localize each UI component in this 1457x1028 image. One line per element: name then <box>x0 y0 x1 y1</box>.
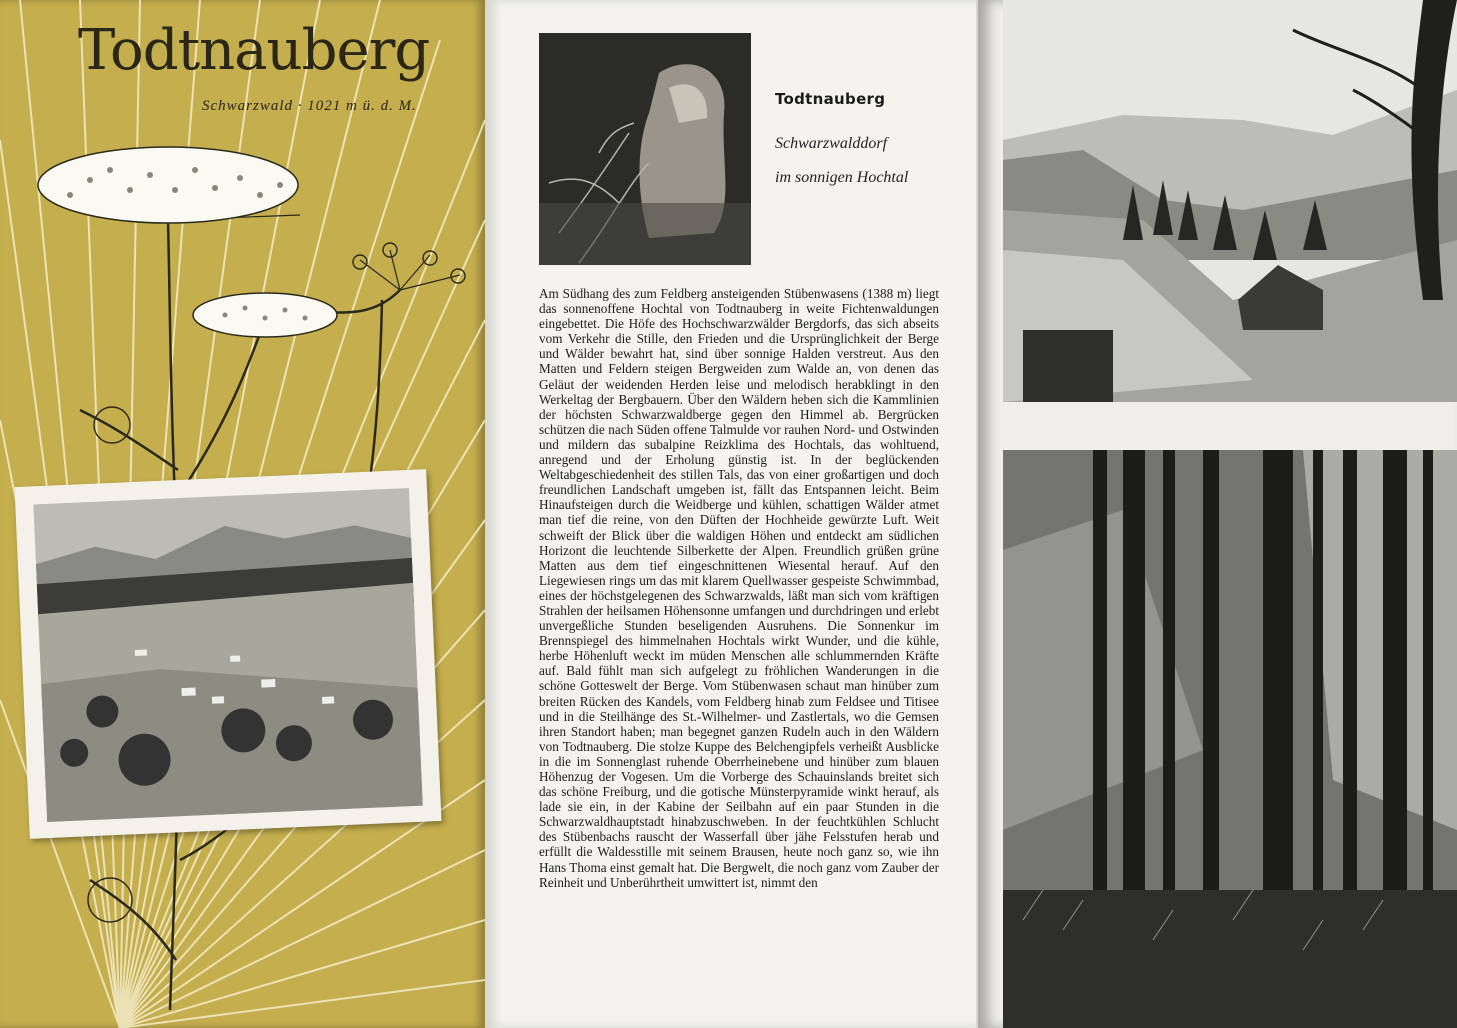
page-heading: Todtnauberg <box>775 90 886 108</box>
cover-title: Todtnauberg <box>78 18 430 83</box>
valley-farmhouse-photo <box>1003 0 1457 402</box>
page-subheading-line-1: Schwarzwalddorf <box>775 135 888 152</box>
sunlit-forest-photo <box>1003 450 1457 1028</box>
brochure-cover <box>0 0 485 1028</box>
cover-subtitle: Schwarzwald · 1021 m ü. d. M. <box>202 98 417 114</box>
rock-and-fern-photo <box>539 33 751 265</box>
page-subheading-line-2: im sonnigen Hochtal <box>775 169 909 186</box>
text-page <box>486 0 976 1028</box>
photo-page <box>978 0 1457 1028</box>
village-landscape-photo <box>33 488 423 822</box>
cover-photo-frame <box>15 469 442 839</box>
body-text: Am Südhang des zum Feldberg ansteigenden Stübenwasens (1388 m) liegt das sonnenoffene Hochtal von Todtnauberg in weite Fichtenwaldungen eingebettet. Die Höfe des Hochschwarzwälder Bergdorfs, das sich abseits vom Verkehr die Stille, den Frieden und die Ursprünglichkeit der Berge und Wälder bewahrt hat, sind über sonnige Halden verstreut. Aus den Matten und Feldern steigen Bergweiden zum Walde an, von denen das Geläut der weidenden Herden leise und melodisch herabklingt in den Werkeltag der Bergbauern. Über den Wäldern heben sich die Kammlinien der höchsten Schwarzwaldberge gegen den Himmel ab. Bergrücken schützen die nach Süden offene Talmulde vor rauhen Nord- und Ostwinden und mildern das subalpine Reizklima des Hochtals, das wohltuend, anregend und der Erholung günstig ist. In der beglückenden Weltabgeschiedenheit des stillen Tals, das von einer großartigen und doch freundlichen Landschaft umgeben ist, fällt das Entspannen leicht. Beim Hinaufsteigen durch die Weidberge und kühlen, schattigen Wälder atmet man tief die reine, von den Düften der Hochheide gewürzte Luft. Weit schweift der Blick über die waldigen Höhen und entdeckt am südlichen Horizont die leuchtende Silberkette der Alpen. Freundlich grüßen grüne Matten aus dem tief eingeschnittenen Wiesental herauf. Auf den Liegewiesen rings um das mit klarem Quellwasser gespeiste Schwimmbad, eines der höchstgelegenen des Schwarzwalds, läßt man sich vom kräftigen Strahlen der heilsamen Höhensonne umfangen und durchdringen und erlebt unvergeßliche Stunden beseligenden Ausruhens. Die Sonnenkur im Brennspiegel des himmelnahen Hochtals wirkt Wunder, und die kühle, herbe Höhenluft weckt im müden Menschen alle schlummernden Kräfte auf. Bald fühlt man sich aufgelegt zu fröhlichen Wanderungen in die schöne Gotteswelt der Berge. Vom Stübenwasen schaut man hinüber zum breiten Rücken des Kandels, vom Feldberg hinab zum Feldsee und Titisee und in die Steilhänge des St.-Wilhelmer- und Zastlertals, wo die Gemsen ihren Standort haben; man begegnet ganzen Rudeln auch in den Wäldern von Todtnauberg. Die stolze Kuppe des Belchengipfels verheißt Ausblicke in die im Sonnenglast ruhende Oberrheinebene und hinüber zum blauen Höhenzug der Vogesen. Um die Vorberge des Schauinslands breitet sich das schöne Freiburg, und die gotische Münsterpyramide winkt herauf, als lade sie ein, in der Kabine der Seilbahn auf ein paar Stunden in die Schwarzwaldhauptstadt hinabzuschweben. In der feuchtkühlen Schlucht des Stübenbachs rauscht der Wasserfall über jähe Felsstufen herab und erfüllt die Waldesstille mit seinem Brausen, heute noch ganz so, wie ihn Hans Thoma einst gemalt hat. Die Bergwelt, die noch ganz vom Zauber der Reinheit und Unberührtheit umwittert ist, nimmt den <box>539 286 939 890</box>
